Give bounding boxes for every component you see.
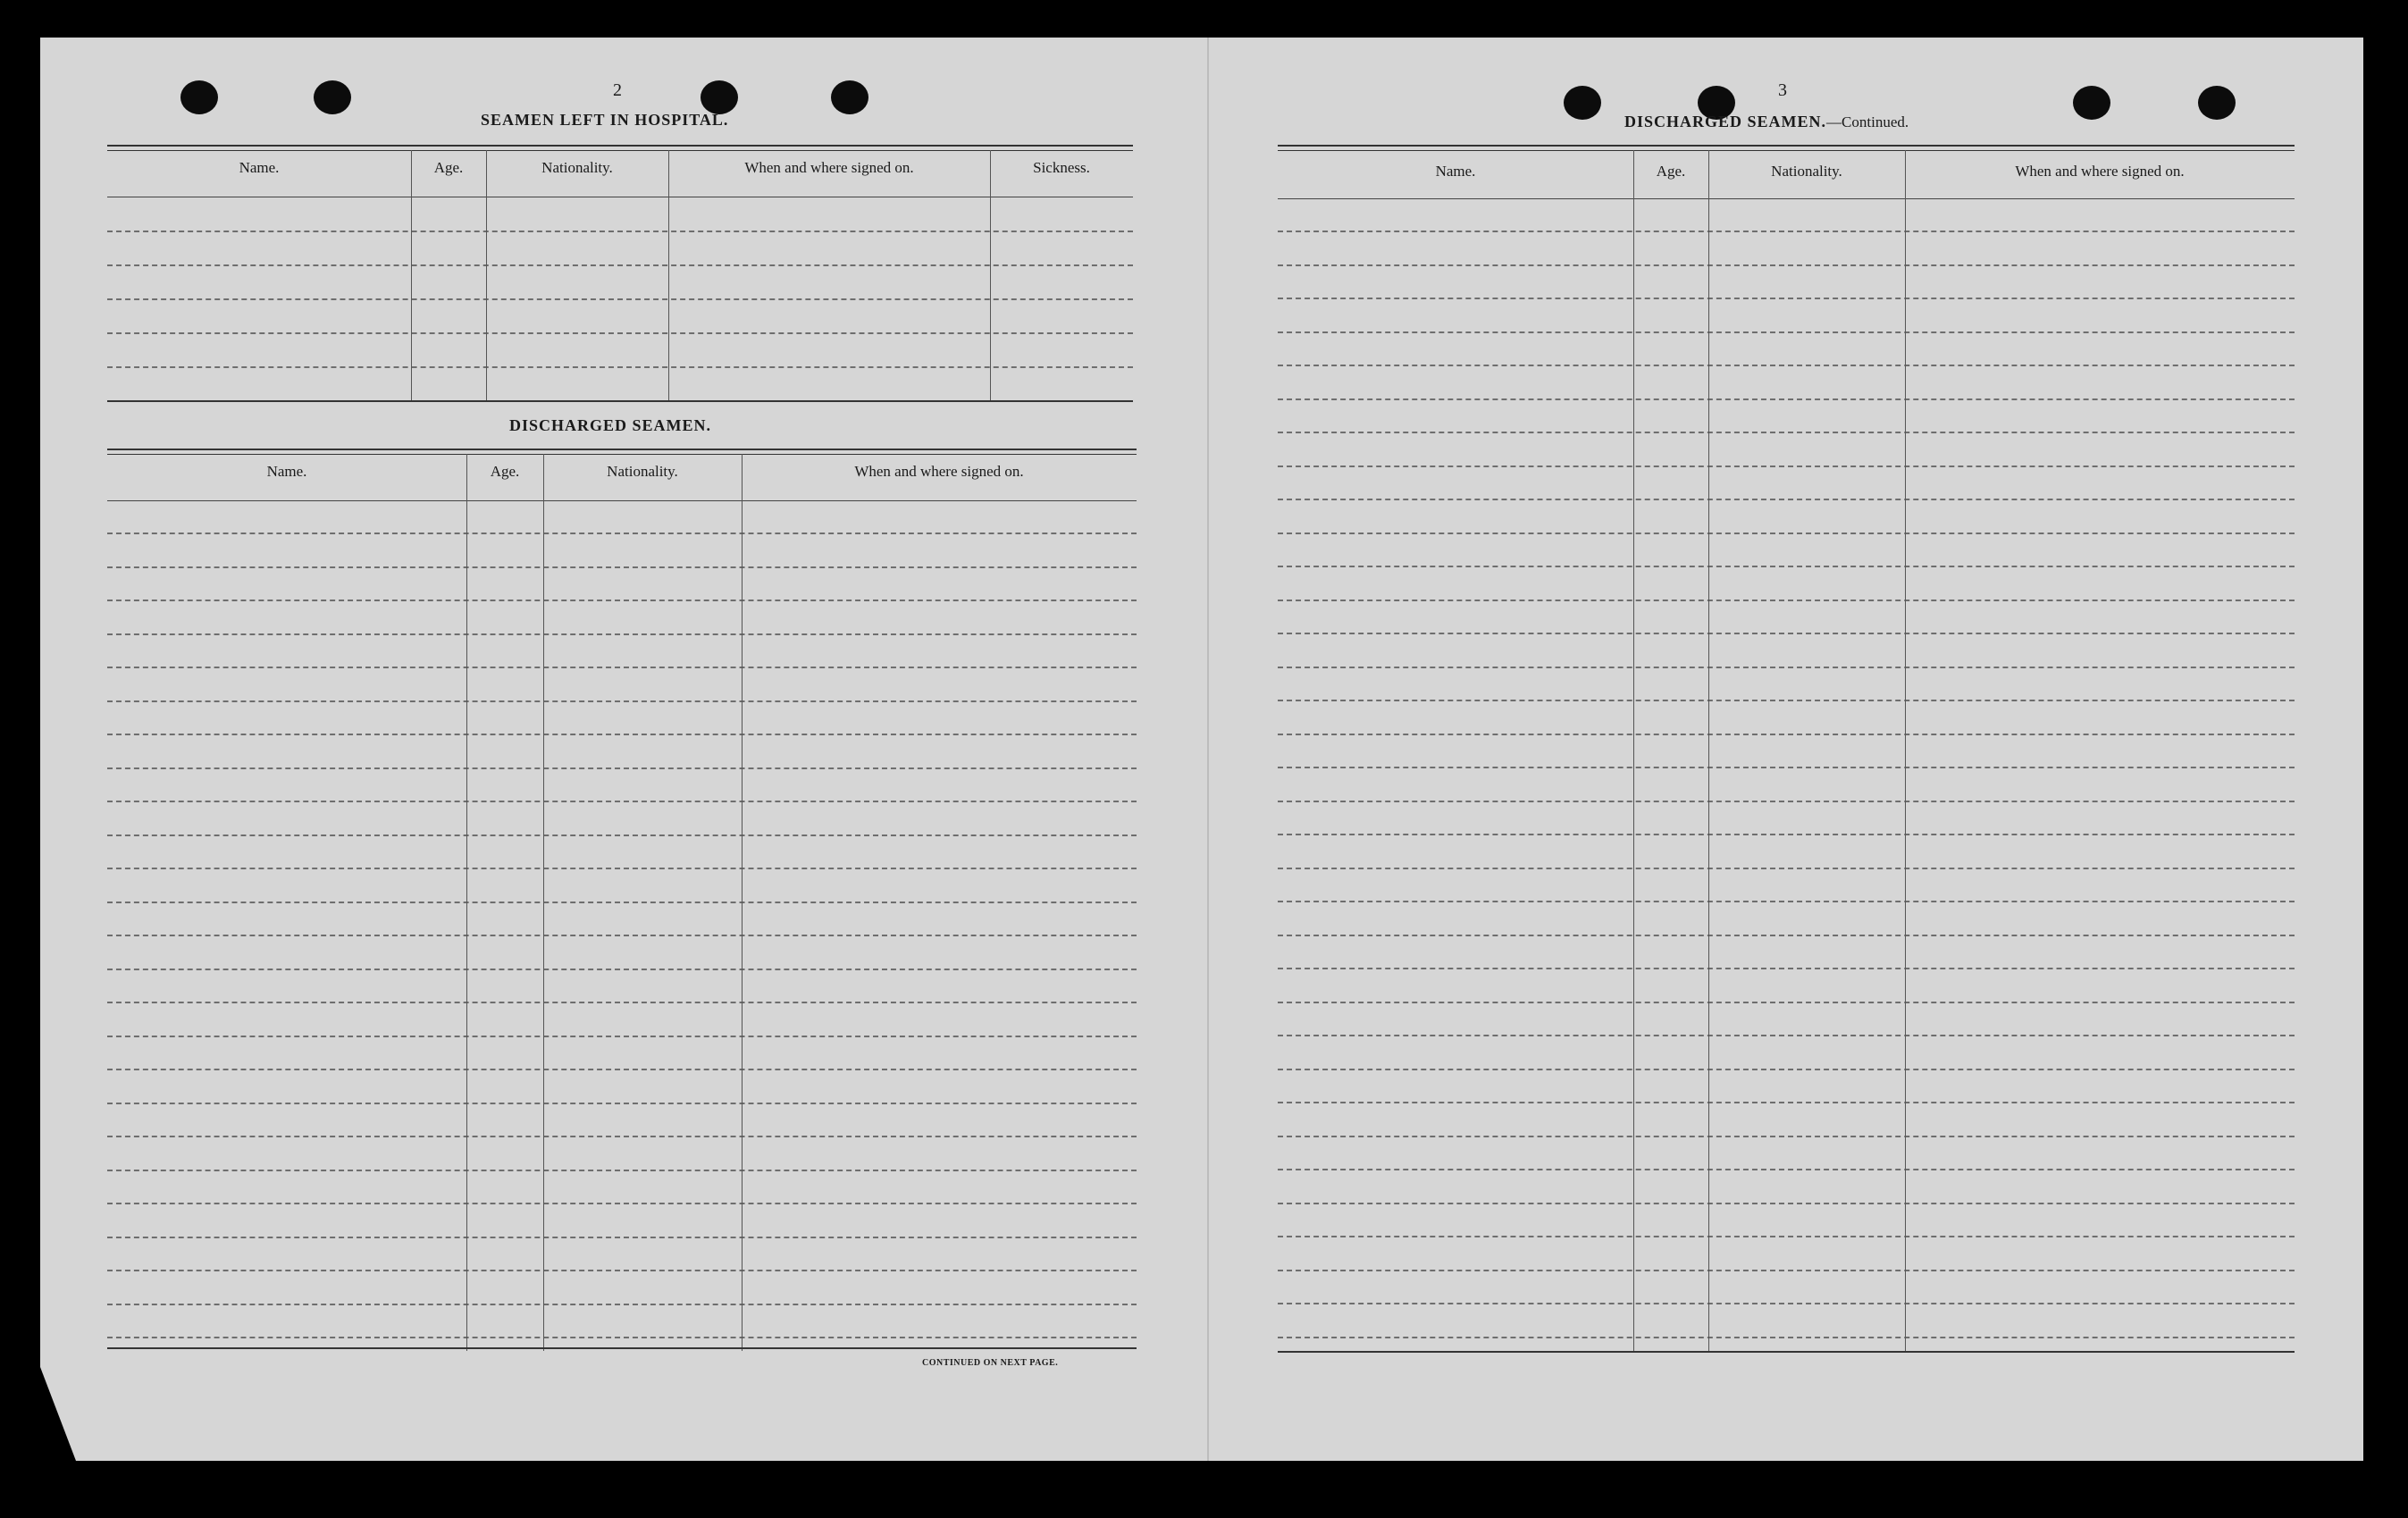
discharged-continued-label: —Continued.	[1826, 113, 1909, 130]
discharged-col-name: Name.	[266, 463, 307, 480]
center-fold	[1207, 38, 1209, 1461]
ruled-line	[1278, 901, 2295, 902]
ruled-line	[1278, 1337, 2295, 1338]
ruled-line	[1278, 1069, 2295, 1070]
discharged-table-right	[1278, 145, 2295, 1353]
ruled-line	[1278, 1169, 2295, 1170]
ruled-line	[107, 801, 1137, 802]
ruled-line	[1278, 331, 2295, 333]
punch-hole	[831, 80, 868, 114]
ruled-line	[1278, 633, 2295, 634]
ruled-line	[1278, 566, 2295, 567]
punch-hole	[1564, 86, 1601, 120]
ruled-line	[107, 1036, 1137, 1037]
ruled-line	[1278, 1203, 2295, 1204]
hospital-table	[107, 145, 1133, 404]
discharged-continued-title	[1624, 113, 1909, 131]
ruled-line	[1278, 533, 2295, 534]
ruled-line	[1278, 968, 2295, 969]
hospital-section-title: SEAMEN LEFT IN HOSPITAL.	[481, 111, 729, 129]
ruled-line	[107, 868, 1137, 869]
hospital-col-age: Age.	[433, 159, 464, 176]
punch-hole	[314, 80, 351, 114]
right-col-nationality: Nationality.	[1771, 163, 1842, 180]
ruled-line	[107, 1136, 1137, 1137]
ruled-line	[107, 566, 1137, 568]
ruled-line	[107, 1069, 1137, 1070]
punch-hole	[701, 80, 738, 114]
hospital-col-sickness: Sickness.	[1033, 159, 1090, 176]
ruled-line	[1278, 365, 2295, 366]
ruled-line	[107, 1103, 1137, 1104]
ruled-line	[107, 1002, 1137, 1003]
ruled-line	[107, 969, 1137, 970]
ruled-line	[1278, 231, 2295, 232]
ruled-line	[1278, 600, 2295, 601]
ruled-line	[1278, 734, 2295, 735]
ruled-line	[107, 1237, 1137, 1238]
ruled-line	[1278, 432, 2295, 433]
ruled-line	[107, 633, 1137, 635]
punch-hole	[2073, 86, 2110, 120]
page-number-right: 3	[1778, 80, 1787, 100]
ruled-line	[107, 1203, 1137, 1204]
ruled-line	[1278, 767, 2295, 768]
ruled-line	[107, 533, 1137, 534]
hospital-col-signed-on: When and where signed on.	[744, 159, 914, 176]
right-col-signed-on: When and where signed on.	[2015, 163, 2185, 180]
discharged-section-title: DISCHARGED SEAMEN.	[509, 416, 712, 434]
ruled-line	[1278, 834, 2295, 835]
discharged-continued-title-main: DISCHARGED SEAMEN.	[1624, 113, 1827, 130]
ruled-line	[1278, 1102, 2295, 1103]
ruled-line	[1278, 1236, 2295, 1237]
punch-hole	[2198, 86, 2236, 120]
right-col-name: Name.	[1435, 163, 1476, 180]
ruled-line	[1278, 700, 2295, 701]
discharged-col-nationality: Nationality.	[607, 463, 678, 480]
ruled-line	[1278, 298, 2295, 299]
ruled-line	[107, 1270, 1137, 1271]
right-col-age: Age.	[1656, 163, 1686, 180]
ruled-line	[107, 1337, 1137, 1338]
ruled-line	[107, 1304, 1137, 1305]
ruled-line	[1278, 868, 2295, 869]
discharged-table-left	[107, 449, 1137, 1353]
discharged-col-signed-on: When and where signed on.	[854, 463, 1024, 480]
ruled-line	[107, 1170, 1137, 1171]
ruled-line	[107, 767, 1137, 769]
torn-corner	[40, 1367, 76, 1461]
ruled-line	[1278, 1270, 2295, 1271]
ruled-line	[1278, 1035, 2295, 1036]
ruled-line	[107, 667, 1137, 668]
ruled-line	[1278, 398, 2295, 400]
ruled-line	[107, 834, 1137, 836]
ruled-line	[1278, 935, 2295, 936]
ruled-line	[107, 935, 1137, 936]
ruled-line	[107, 700, 1137, 702]
ruled-line	[1278, 1136, 2295, 1137]
discharged-col-age: Age.	[490, 463, 520, 480]
ruled-line	[1278, 801, 2295, 802]
ruled-line	[1278, 1303, 2295, 1304]
ruled-line	[1278, 499, 2295, 500]
hospital-col-name: Name.	[239, 159, 280, 176]
ruled-line	[107, 600, 1137, 601]
ruled-line	[1278, 264, 2295, 266]
page-number-left: 2	[613, 80, 622, 100]
ruled-line	[1278, 465, 2295, 467]
ruled-line	[107, 734, 1137, 735]
punch-hole	[180, 80, 218, 114]
ruled-line	[1278, 667, 2295, 668]
continued-footer: CONTINUED ON NEXT PAGE.	[922, 1358, 1059, 1368]
ruled-line	[107, 902, 1137, 903]
ruled-line	[1278, 1002, 2295, 1003]
hospital-col-nationality: Nationality.	[541, 159, 613, 176]
